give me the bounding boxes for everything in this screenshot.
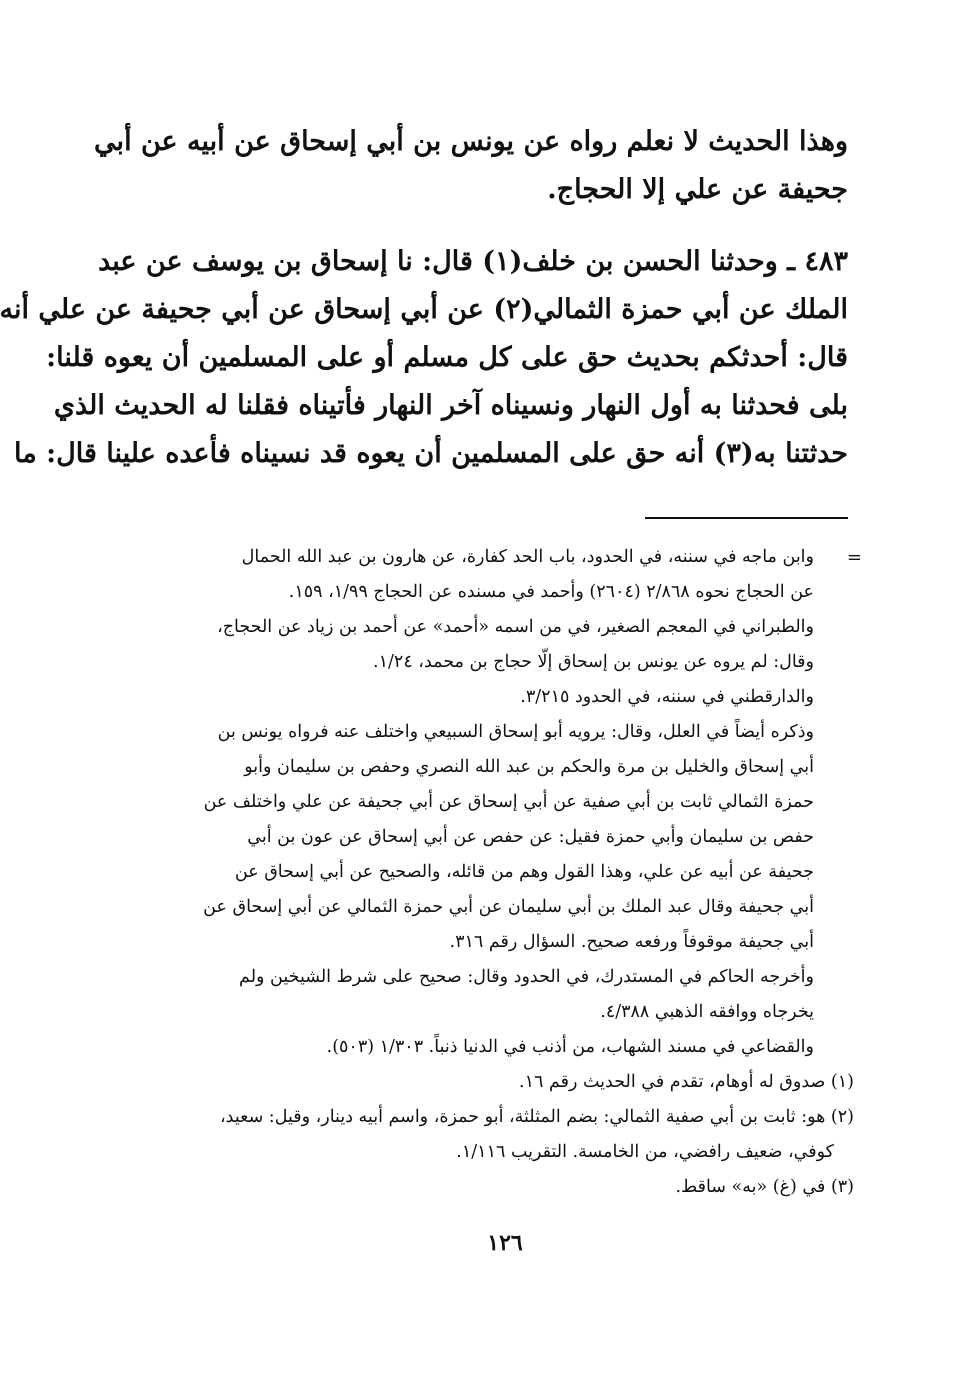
text-line: وهذا الحديث لا نعلم رواه عن يونس بن أبي إسحاق عن أبيه عن أبي — [94, 126, 848, 157]
text-line: قال: أحدثكم بحديث حق على كل مسلم أو على المسلمين أن يعوه قلنا: — [46, 342, 848, 373]
footnote-line: عن الحجاج نحوه ٢/٨٦٨ (٢٦٠٤) وأحمد في مسنده عن الحجاج ١/٩٩، ١٥٩. — [288, 582, 814, 602]
footnote-line: يخرجاه ووافقه الذهبي ٤/٣٨٨. — [600, 1002, 814, 1022]
footnote-line: أبي إسحاق والخليل بن مرة والحكم بن عبد الله النصري وحفص بن سليمان وأبو — [244, 757, 814, 777]
hadith-483-paragraph — [0, 238, 848, 478]
footnote-line: والدارقطني في سننه، في الحدود ٣/٢١٥. — [520, 687, 814, 707]
footnote-continuation-mark: = — [846, 547, 862, 568]
footnote-line: والقضاعي في مسند الشهاب، من أذنب في الدنيا ذنباً. ١/٣٠٣ (٥٠٣). — [326, 1037, 814, 1057]
page-number: ١٢٦ — [487, 1230, 523, 1256]
footnote-line: حمزة الثمالي ثابت بن أبي صفية عن أبي إسحاق عن أبي جحيفة عن علي واختلف عن — [203, 792, 814, 812]
footnote-line: أبي جحيفة موقوفاً ورفعه صحيح. السؤال رقم ٣١٦. — [449, 932, 814, 952]
text-line: الملك عن أبي حمزة الثمالي(٢) عن أبي إسحاق عن أبي جحيفة عن علي أنه — [0, 294, 848, 325]
footnote-line: وذكره أيضاً في العلل، وقال: يرويه أبو إسحاق السبيعي واختلف عنه فرواه يونس بن — [217, 722, 814, 742]
footnote-3: (٣) في (غ) «به» ساقط. — [675, 1177, 854, 1197]
footnote-line: والطبراني في المعجم الصغير، في من اسمه «أحمد» عن أحمد بن زياد عن الحجاج، — [217, 617, 814, 637]
text-line: بلى فحدثنا به أول النهار ونسيناه آخر النهار فأتيناه فقلنا له الحديث الذي — [53, 390, 848, 421]
footnote-line: وأخرجه الحاكم في المستدرك، في الحدود وقال: صحيح على شرط الشيخين ولم — [239, 967, 814, 987]
text-line: حدثتنا به(٣) أنه حق على المسلمين أن يعوه قد نسيناه فأعده علينا قال: ما — [14, 438, 848, 469]
footnote-line: حفص بن سليمان وأبي حمزة فقيل: عن حفص عن أبي إسحاق عن عون بن أبي — [247, 827, 814, 847]
text-line: جحيفة عن علي إلا الحجاج. — [547, 174, 848, 205]
footnote-2-continuation: كوفي، ضعيف رافضي، من الخامسة. التقريب ١/١١٦. — [456, 1142, 834, 1162]
footnote-divider — [645, 517, 848, 519]
footnote-line: أبي جحيفة وقال عبد الملك بن أبي سليمان عن أبي حمزة الثمالي عن أبي إسحاق عن — [203, 897, 814, 917]
footnote-1: (١) صدوق له أوهام، تقدم في الحديث رقم ١٦. — [519, 1072, 854, 1092]
footnote-line: وابن ماجه في سننه، في الحدود، باب الحد كفارة، عن هارون بن عبد الله الحمال — [241, 547, 814, 567]
footnote-2: (٢) هو: ثابت بن أبي صفية الثمالي: بضم المثلثة، أبو حمزة، واسم أبيه دينار، وقيل: سعيد، — [220, 1107, 854, 1127]
footnote-line: جحيفة عن أبيه عن علي، وهذا القول وهم من قائله، والصحيح عن أبي إسحاق عن — [234, 862, 814, 882]
main-paragraph-1 — [94, 118, 848, 214]
footnotes-section — [142, 540, 854, 1205]
text-line: ٤٨٣ ـ وحدثنا الحسن بن خلف(١) قال: نا إسحاق بن يوسف عن عبد — [98, 246, 848, 277]
footnote-line: وقال: لم يروه عن يونس بن إسحاق إلّا حجاج بن محمد، ١/٢٤. — [373, 652, 814, 672]
